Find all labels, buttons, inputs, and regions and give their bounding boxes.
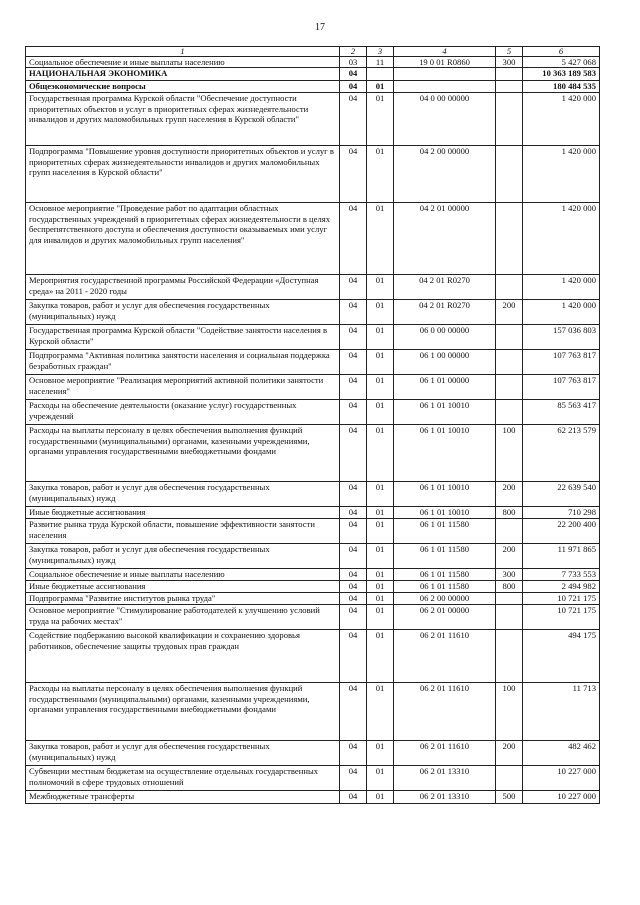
row-vr	[496, 81, 523, 93]
table-row	[26, 93, 600, 146]
row-name: Содействие подбержанию высокой квалификации и сохранению здоровья работников, обеспечение защиты трудовых прав граждан	[26, 630, 340, 683]
row-name: Основное мероприятие "Проведение работ по адаптации областных государственных учреждений в приоритетных сферах жизнедеятельности в целях беспрепятственного доступа и обеспечения доступности оказываемых ими услуг для инвалидов и других маломобильных групп населения"	[26, 203, 340, 275]
row-sum: 5 427 068	[523, 57, 600, 68]
row-pr: 01	[367, 400, 394, 425]
row-pr: 01	[367, 791, 394, 804]
row-vr	[496, 93, 523, 146]
row-pr: 01	[367, 683, 394, 741]
row-vr	[496, 766, 523, 791]
row-name: Социальное обеспечение и иные выплаты населению	[26, 569, 340, 581]
row-rz: 04	[340, 741, 367, 766]
row-sum: 22 639 540	[523, 482, 600, 507]
row-rz: 04	[340, 569, 367, 581]
row-cs: 06 1 00 00000	[394, 350, 496, 375]
column-header: 2	[340, 47, 367, 57]
row-sum: 710 298	[523, 507, 600, 519]
row-sum: 10 721 175	[523, 593, 600, 605]
row-rz: 04	[340, 683, 367, 741]
row-cs: 04 2 01 R0270	[394, 300, 496, 325]
row-cs: 04 2 00 00000	[394, 146, 496, 203]
table-row	[26, 146, 600, 203]
row-name: Основное мероприятие "Реализация мероприятий активной политики занятости населения"	[26, 375, 340, 400]
row-rz: 04	[340, 519, 367, 544]
table-row	[26, 350, 600, 375]
table-row	[26, 325, 600, 350]
row-name: Межбюджетные трансферты	[26, 791, 340, 804]
row-rz: 04	[340, 630, 367, 683]
row-sum: 10 721 175	[523, 605, 600, 630]
row-cs: 06 1 01 11580	[394, 581, 496, 593]
row-sum: 11 713	[523, 683, 600, 741]
row-cs: 06 2 01 00000	[394, 605, 496, 630]
table-row	[26, 203, 600, 275]
row-name: Закупка товаров, работ и услуг для обеспечения государственных (муниципальных) нужд	[26, 482, 340, 507]
row-cs: 06 2 00 00000	[394, 593, 496, 605]
row-cs: 04 2 01 00000	[394, 203, 496, 275]
row-cs: 06 1 01 11580	[394, 544, 496, 569]
row-sum: 11 971 865	[523, 544, 600, 569]
row-sum: 494 175	[523, 630, 600, 683]
row-pr: 01	[367, 519, 394, 544]
row-sum: 1 420 000	[523, 93, 600, 146]
row-sum: 107 763 817	[523, 350, 600, 375]
row-name: Закупка товаров, работ и услуг для обеспечения государственных (муниципальных) нужд	[26, 544, 340, 569]
row-pr: 01	[367, 482, 394, 507]
row-vr: 800	[496, 507, 523, 519]
table-row	[26, 507, 600, 519]
row-pr: 01	[367, 93, 394, 146]
row-rz: 04	[340, 581, 367, 593]
row-vr: 100	[496, 425, 523, 482]
row-cs: 19 0 01 R0860	[394, 57, 496, 68]
table-row	[26, 605, 600, 630]
row-cs: 06 2 01 13310	[394, 791, 496, 804]
row-pr: 01	[367, 300, 394, 325]
row-pr: 01	[367, 569, 394, 581]
row-pr: 01	[367, 544, 394, 569]
row-name: НАЦИОНАЛЬНАЯ ЭКОНОМИКА	[26, 68, 340, 81]
row-rz: 04	[340, 81, 367, 93]
row-cs: 06 1 01 10010	[394, 400, 496, 425]
table-row	[26, 482, 600, 507]
row-rz: 04	[340, 766, 367, 791]
row-cs: 06 1 01 11580	[394, 519, 496, 544]
row-pr: 01	[367, 593, 394, 605]
table-row	[26, 791, 600, 804]
row-cs: 06 1 01 00000	[394, 375, 496, 400]
table-row	[26, 593, 600, 605]
row-cs: 06 1 01 10010	[394, 425, 496, 482]
row-sum: 1 420 000	[523, 275, 600, 300]
table-row	[26, 544, 600, 569]
table-row	[26, 519, 600, 544]
row-sum: 107 763 817	[523, 375, 600, 400]
row-vr	[496, 203, 523, 275]
row-cs: 04 0 00 00000	[394, 93, 496, 146]
row-sum: 22 200 400	[523, 519, 600, 544]
page-number: 17	[315, 22, 325, 33]
row-name: Иные бюджетные ассигнования	[26, 581, 340, 593]
row-name: Основное мероприятие "Стимулирование работодателей к улучшению условий труда на рабочих местах"	[26, 605, 340, 630]
row-sum: 157 036 803	[523, 325, 600, 350]
row-pr: 11	[367, 57, 394, 68]
row-vr	[496, 593, 523, 605]
row-pr: 01	[367, 146, 394, 203]
row-rz: 04	[340, 375, 367, 400]
column-header: 3	[367, 47, 394, 57]
table-row	[26, 300, 600, 325]
column-header: 4	[394, 47, 496, 57]
row-vr	[496, 519, 523, 544]
row-cs: 06 2 01 11610	[394, 683, 496, 741]
row-rz: 04	[340, 93, 367, 146]
row-rz: 04	[340, 593, 367, 605]
row-rz: 04	[340, 425, 367, 482]
row-pr: 01	[367, 325, 394, 350]
table-row	[26, 400, 600, 425]
row-vr	[496, 325, 523, 350]
row-cs: 06 0 00 00000	[394, 325, 496, 350]
row-rz: 04	[340, 146, 367, 203]
row-name: Расходы на обеспечение деятельности (оказание услуг) государственных учреждений	[26, 400, 340, 425]
row-rz: 04	[340, 400, 367, 425]
row-pr: 01	[367, 203, 394, 275]
row-pr: 01	[367, 375, 394, 400]
row-rz: 04	[340, 605, 367, 630]
column-number-row	[26, 47, 600, 57]
row-name: Подпрограмма "Повышение уровня доступности приоритетных объектов и услуг в приоритетных сферах жизнедеятельности инвалидов и других маломобильных групп населения в Курской области"	[26, 146, 340, 203]
column-header: 5	[496, 47, 523, 57]
column-header: 6	[523, 47, 600, 57]
row-rz: 03	[340, 57, 367, 68]
table-row	[26, 630, 600, 683]
row-name: Государственная программа Курской области "Содействие занятости населения в Курской области"	[26, 325, 340, 350]
row-rz: 04	[340, 68, 367, 81]
row-name: Развитие рынка труда Курской области, повышение эффективности занятости населения	[26, 519, 340, 544]
row-vr: 200	[496, 482, 523, 507]
row-name: Социальное обеспечение и иные выплаты населению	[26, 57, 340, 68]
row-vr: 200	[496, 741, 523, 766]
table-row	[26, 683, 600, 741]
row-vr	[496, 605, 523, 630]
row-vr	[496, 400, 523, 425]
row-vr	[496, 375, 523, 400]
row-vr: 200	[496, 300, 523, 325]
row-name: Подпрограмма "Развитие институтов рынка труда"	[26, 593, 340, 605]
row-cs: 06 2 01 11610	[394, 630, 496, 683]
budget-table	[25, 46, 600, 804]
row-sum: 85 563 417	[523, 400, 600, 425]
row-pr: 01	[367, 741, 394, 766]
row-pr: 01	[367, 425, 394, 482]
row-name: Закупка товаров, работ и услуг для обеспечения государственных (муниципальных) нужд	[26, 300, 340, 325]
row-cs: 06 1 01 10010	[394, 482, 496, 507]
row-pr	[367, 68, 394, 81]
table-row	[26, 741, 600, 766]
table-row	[26, 425, 600, 482]
row-name: Подпрограмма "Активная политика занятости населения и социальная поддержка безработных граждан"	[26, 350, 340, 375]
row-rz: 04	[340, 507, 367, 519]
row-sum: 7 733 553	[523, 569, 600, 581]
table-row	[26, 581, 600, 593]
table-row	[26, 68, 600, 81]
row-vr	[496, 68, 523, 81]
row-name: Расходы на выплаты персоналу в целях обеспечения выполнения функций государственными (муниципальными) органами, казенными учреждениями, органами управления государственными внебюджетными фондами	[26, 425, 340, 482]
row-sum: 62 213 579	[523, 425, 600, 482]
row-cs: 06 1 01 10010	[394, 507, 496, 519]
row-cs	[394, 81, 496, 93]
row-rz: 04	[340, 482, 367, 507]
row-cs: 06 2 01 13310	[394, 766, 496, 791]
row-pr: 01	[367, 350, 394, 375]
table-row	[26, 57, 600, 68]
row-rz: 04	[340, 791, 367, 804]
row-name: Мероприятия государственной программы Российской Федерации «Доступная среда» на 2011 - 2020 годы	[26, 275, 340, 300]
row-name: Расходы на выплаты персоналу в целях обеспечения выполнения функций государственными (муниципальными) органами, казенными учреждениями, органами управления государственными внебюджетными фондами	[26, 683, 340, 741]
row-name: Субвенции местным бюджетам на осуществление отдельных государственных полномочий в сфере трудовых отношений	[26, 766, 340, 791]
table-row	[26, 375, 600, 400]
row-pr: 01	[367, 275, 394, 300]
row-vr: 800	[496, 581, 523, 593]
row-vr: 300	[496, 569, 523, 581]
row-vr: 300	[496, 57, 523, 68]
row-sum: 1 420 000	[523, 146, 600, 203]
row-sum: 10 227 000	[523, 766, 600, 791]
row-vr: 500	[496, 791, 523, 804]
row-rz: 04	[340, 544, 367, 569]
row-name: Государственная программа Курской области "Обеспечение доступности приоритетных объектов и услуг в приоритетных сферах жизнедеятельности инвалидов и других маломобильных групп населения в Курской области"	[26, 93, 340, 146]
row-sum: 10 363 189 583	[523, 68, 600, 81]
table-row	[26, 766, 600, 791]
table-body	[26, 57, 600, 804]
table-row	[26, 81, 600, 93]
row-cs: 04 2 01 R0270	[394, 275, 496, 300]
row-vr	[496, 146, 523, 203]
row-vr	[496, 630, 523, 683]
table-row	[26, 275, 600, 300]
row-name: Иные бюджетные ассигнования	[26, 507, 340, 519]
row-cs: 06 2 01 11610	[394, 741, 496, 766]
row-rz: 04	[340, 275, 367, 300]
table-row	[26, 569, 600, 581]
row-rz: 04	[340, 325, 367, 350]
row-pr: 01	[367, 81, 394, 93]
row-name: Общеэкономические вопросы	[26, 81, 340, 93]
row-cs	[394, 68, 496, 81]
row-name: Закупка товаров, работ и услуг для обеспечения государственных (муниципальных) нужд	[26, 741, 340, 766]
row-cs: 06 1 01 11580	[394, 569, 496, 581]
row-pr: 01	[367, 581, 394, 593]
row-sum: 10 227 000	[523, 791, 600, 804]
column-header: 1	[26, 47, 340, 57]
row-rz: 04	[340, 300, 367, 325]
row-sum: 1 420 000	[523, 300, 600, 325]
row-rz: 04	[340, 350, 367, 375]
row-pr: 01	[367, 507, 394, 519]
row-sum: 2 494 982	[523, 581, 600, 593]
row-pr: 01	[367, 605, 394, 630]
row-pr: 01	[367, 630, 394, 683]
row-rz: 04	[340, 203, 367, 275]
row-pr: 01	[367, 766, 394, 791]
row-vr	[496, 350, 523, 375]
row-sum: 482 462	[523, 741, 600, 766]
row-sum: 180 484 535	[523, 81, 600, 93]
row-vr: 100	[496, 683, 523, 741]
row-sum: 1 420 000	[523, 203, 600, 275]
row-vr	[496, 275, 523, 300]
row-vr: 200	[496, 544, 523, 569]
